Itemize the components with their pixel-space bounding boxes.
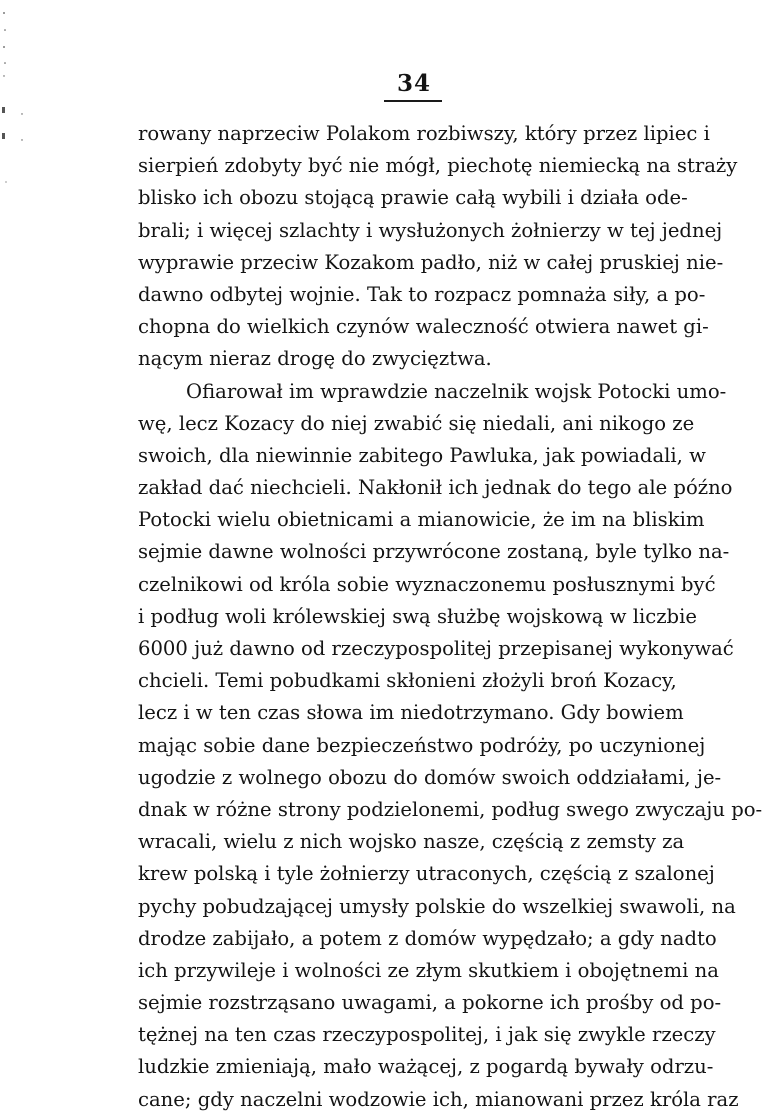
page-number: 34: [396, 70, 431, 97]
text-line: ugodzie z wolnego obozu do domów swoich oddziałami, je-: [138, 765, 722, 789]
text-line: Potocki wielu obietnicami a mianowicie, że im na bliskim: [138, 508, 705, 532]
text-line: mając sobie dane bezpieczeństwo podróży, po uczynionej: [138, 733, 706, 757]
text-line: wyprawie przeciw Kozakom padło, niż w całej pruskiej nie-: [138, 250, 724, 274]
text-line: i podług woli królewskiej swą służbę wojskową w liczbie: [138, 604, 697, 628]
text-line: lecz i w ten czas słowa im niedotrzymano. Gdy bowiem: [138, 701, 684, 725]
text-line: tężnej na ten czas rzeczypospolitej, i jak się zwykle rzeczy: [138, 1023, 716, 1047]
text-line: krew polską i tyle żołnierzy utraconych, częścią z szalonej: [138, 862, 715, 886]
text-line: wracali, wielu z nich wojsko nasze, częścią z zemsty za: [138, 830, 685, 854]
text-line: cane; gdy naczelni wodzowie ich, mianowani przez króla raz: [138, 1087, 739, 1111]
text-line: dawno odbytej wojnie. Tak to rozpacz pomnaża siły, a po-: [138, 282, 706, 306]
text-line: chopna do wielkich czynów waleczność otwiera nawet gi-: [138, 315, 709, 339]
margin-specks-icon: [0, 0, 30, 300]
text-line: ich przywileje i wolności ze złym skutkiem i obojętnemi na: [138, 958, 719, 982]
text-line: nącym nieraz drogę do zwycięztwa.: [138, 347, 492, 371]
text-line: drodze zabijało, a potem z domów wypędzało; a gdy nadto: [138, 926, 717, 950]
text-line: 6000 już dawno od rzeczypospolitej przepisanej wykonywać: [138, 637, 734, 660]
text-line: dnak w różne strony podzielonemi, podług swego zwyczaju po-: [138, 797, 762, 821]
text-line: sierpień zdobyty być nie mógł, piechotę niemiecką na straży: [138, 154, 738, 178]
text-line: Ofiarował im wprawdzie naczelnik wojsk Potocki umo-: [186, 379, 727, 403]
text-line: swoich, dla niewinnie zabitego Pawluka, jak powiadali, w: [138, 443, 706, 467]
text-line: wę, lecz Kozacy do niej zwabić się niedali, ani nikogo ze: [138, 411, 695, 435]
text-line: rowany naprzeciw Polakom rozbiwszy, który przez lipiec i: [138, 122, 710, 145]
text-line: zakład dać niechcieli. Nakłonił ich jednak do tego ale późno: [138, 476, 733, 500]
text-line: ludzkie zmieniają, mało ważącej, z pogardą bywały odrzu-: [138, 1055, 714, 1079]
text-line: blisko ich obozu stojącą prawie całą wybili i działa ode-: [138, 186, 688, 210]
text-line: sejmie dawne wolności przywrócone zostaną, byle tylko na-: [138, 540, 730, 564]
text-line: czelnikowi od króla sobie wyznaczonemu posłusznymi być: [138, 572, 716, 596]
body-text: [138, 118, 762, 1116]
text-line: brali; i więcej szlachty i wysłużonych żołnierzy w tej jednej: [138, 218, 723, 242]
text-line: chcieli. Temi pobudkami skłonieni złożyli broń Kozacy,: [138, 669, 677, 693]
text-line: pychy pobudzającej umysły polskie do wszelkiej swawoli, na: [138, 894, 736, 918]
page-number-rule: [384, 100, 442, 102]
text-line: sejmie rozstrząsano uwagami, a pokorne ich prośby od po-: [138, 991, 722, 1015]
